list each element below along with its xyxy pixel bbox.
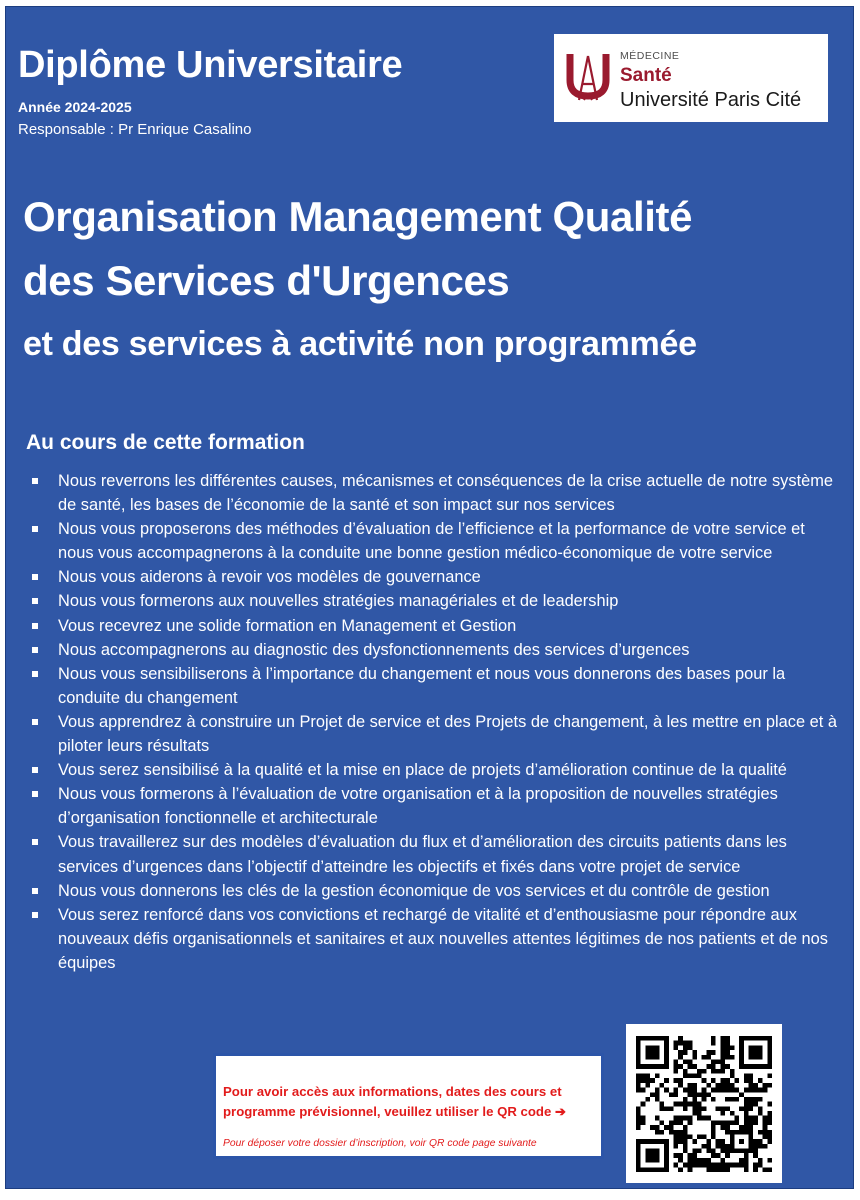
list-item xyxy=(26,758,838,782)
bullet-icon xyxy=(32,526,38,532)
subtitle: et des services à activité non programmée xyxy=(23,325,697,363)
list-item-text: Nous vous proposerons des méthodes d’évaluation de l’efficience et la performance de votre service et nous vous accompagnerons à la conduite une bonne gestion médico-économique de votre service xyxy=(58,520,805,563)
logo-university-name: Université Paris Cité xyxy=(620,89,802,111)
list-item-text: Nous vous formerons à l’évaluation de votre organisation et à la proposition de nouvelles stratégies d’organisation fonctionnelle et architecturale xyxy=(58,785,778,828)
list-item xyxy=(26,614,838,638)
list-item-text: Vous travaillerez sur des modèles d’évaluation du flux et d’amélioration des circuits patients dans les services d’urgences dans l’objectif d’atteindre les objectifs et fixés dans votre projet de service xyxy=(58,833,787,876)
list-item-text: Vous serez sensibilisé à la qualité et la mise en place de projets d’amélioration continue de la qualité xyxy=(58,761,787,780)
upc-logo-mark-icon xyxy=(564,50,614,104)
university-logo xyxy=(554,34,828,122)
main-title-line-2: des Services d'Urgences xyxy=(23,257,510,304)
academic-year: Année 2024-2025 xyxy=(18,99,132,115)
poster xyxy=(5,6,854,1189)
bullet-icon xyxy=(32,839,38,845)
list-item xyxy=(26,638,838,662)
list-item xyxy=(26,589,838,613)
bullet-icon xyxy=(32,888,38,894)
bullet-icon xyxy=(32,912,38,918)
list-item-text: Nous vous sensibiliserons à l’importance du changement et nous vous donnerons des bases pour la conduite du changement xyxy=(58,664,786,707)
list-item-text: Vous serez renforcé dans vos convictions et rechargé de vitalité et d’enthousiasme pour répondre aux nouveaux défis organisationnels et sanitaires et aux nouvelles attentes légitimes de nos patients et de nos équipes xyxy=(58,905,828,972)
bullet-icon xyxy=(32,767,38,773)
info-main-label: Pour avoir accès aux informations, dates des cours et programme prévisionnel, veuillez utiliser le QR code xyxy=(223,1084,562,1119)
list-item xyxy=(26,710,838,758)
section-heading: Au cours de cette formation xyxy=(26,431,305,454)
main-title-line-1: Organisation Management Qualité xyxy=(23,193,693,240)
list-item-text: Nous reverrons les différentes causes, mécanismes et conséquences de la crise actuelle de notre système de santé, les bases de l’économie de la santé et son impact sur nos services xyxy=(58,472,834,515)
logo-sante-label: Santé xyxy=(620,65,672,86)
bullet-icon xyxy=(32,574,38,580)
info-note: Pour déposer votre dossier d’inscription, voir QR code page suivante xyxy=(223,1138,537,1149)
list-item-text: Nous accompagnerons au diagnostic des dysfonctionnements des services d’urgences xyxy=(58,640,690,659)
qr-code-icon xyxy=(636,1036,772,1172)
diploma-title: Diplôme Universitaire xyxy=(18,44,403,86)
bullet-icon xyxy=(32,623,38,629)
info-box xyxy=(213,1053,604,1159)
list-item xyxy=(26,469,838,517)
list-item-text: Nous vous donnerons les clés de la gestion économique de vos services et du contrôle de gestion xyxy=(58,881,770,900)
info-main-text xyxy=(223,1082,598,1122)
list-item-text: Vous apprendrez à construire un Projet de service et des Projets de changement, à les mettre en place et à piloter leurs résultats xyxy=(58,712,838,756)
list-item xyxy=(26,782,838,830)
qr-code[interactable] xyxy=(626,1024,782,1183)
list-item xyxy=(26,903,838,975)
bullet-icon xyxy=(32,647,38,653)
course-objectives-list xyxy=(26,469,838,975)
list-item xyxy=(26,565,838,589)
logo-medicine-label: MÉDECINE xyxy=(620,50,680,62)
bullet-icon xyxy=(32,791,38,797)
arrow-right-icon: ➔ xyxy=(555,1104,567,1119)
bullet-icon xyxy=(32,719,38,725)
list-item xyxy=(26,662,838,710)
list-item-text: Nous vous aiderons à revoir vos modèles de gouvernance xyxy=(58,568,481,587)
bullet-icon xyxy=(32,598,38,604)
bullet-icon xyxy=(32,671,38,677)
program-responsible: Responsable : Pr Enrique Casalino xyxy=(18,121,252,138)
list-item-text: Nous vous formerons aux nouvelles stratégies managériales et de leadership xyxy=(58,592,619,611)
list-item xyxy=(26,517,838,565)
main-title xyxy=(23,185,692,313)
list-item-text: Vous recevrez une solide formation en Management et Gestion xyxy=(58,616,517,635)
list-item xyxy=(26,830,838,878)
bullet-icon xyxy=(32,478,38,484)
list-item xyxy=(26,879,838,903)
